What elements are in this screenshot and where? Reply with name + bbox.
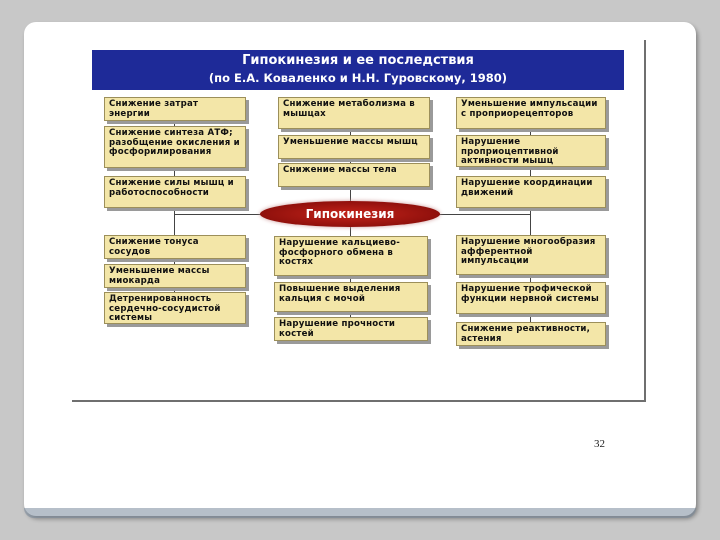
box-cardio-detraining: Детренированность сердечно-сосудистой системы [104,292,246,324]
box-calcium-phosphorus: Нарушение кальциево-фосфорного обмена в костях [274,236,428,276]
box-movement-coordination: Нарушение координации движений [456,176,606,208]
box-proprioceptive-activity: Нарушение проприоцептивной активности мышц [456,135,606,167]
diagram-subtitle: (по Е.А. Коваленко и Н.Н. Гуровскому, 1980) [208,71,508,85]
box-proprioceptor-impulses: Уменьшение импульсации с проприорецепторов [456,97,606,129]
connector-hub-left [174,214,264,215]
diagram-title: Гипокинезия и ее последствия [242,53,474,68]
diagram-header [92,50,624,90]
box-bone-strength: Нарушение прочности костей [274,317,428,341]
box-trophic-function: Нарушение трофической функции нервной системы [456,282,606,314]
box-vascular-tone: Снижение тонуса сосудов [104,235,246,259]
box-muscle-metabolism: Снижение метаболизма в мышцах [278,97,430,129]
box-energy-cost: Снижение затрат энергии [104,97,246,121]
box-myocardium-mass: Уменьшение массы миокарда [104,264,246,288]
hub-hypokinesia: Гипокинезия [260,201,440,227]
box-muscle-strength: Снижение силы мышц и работоспособности [104,176,246,208]
box-afferent-diversity: Нарушение многообразия афферентной импульсации [456,235,606,275]
box-body-mass: Снижение массы тела [278,163,430,187]
slide-edge [24,508,696,518]
connector-hub-right [436,214,530,215]
box-reactivity-asthenia: Снижение реактивности, астения [456,322,606,346]
page-number: 32 [594,438,605,450]
box-muscle-mass: Уменьшение массы мышц [278,135,430,159]
box-calcium-excretion: Повышение выделения кальция с мочой [274,282,428,312]
box-atp-synthesis: Снижение синтеза АТФ; разобщение окисления и фосфорилирования [104,126,246,168]
